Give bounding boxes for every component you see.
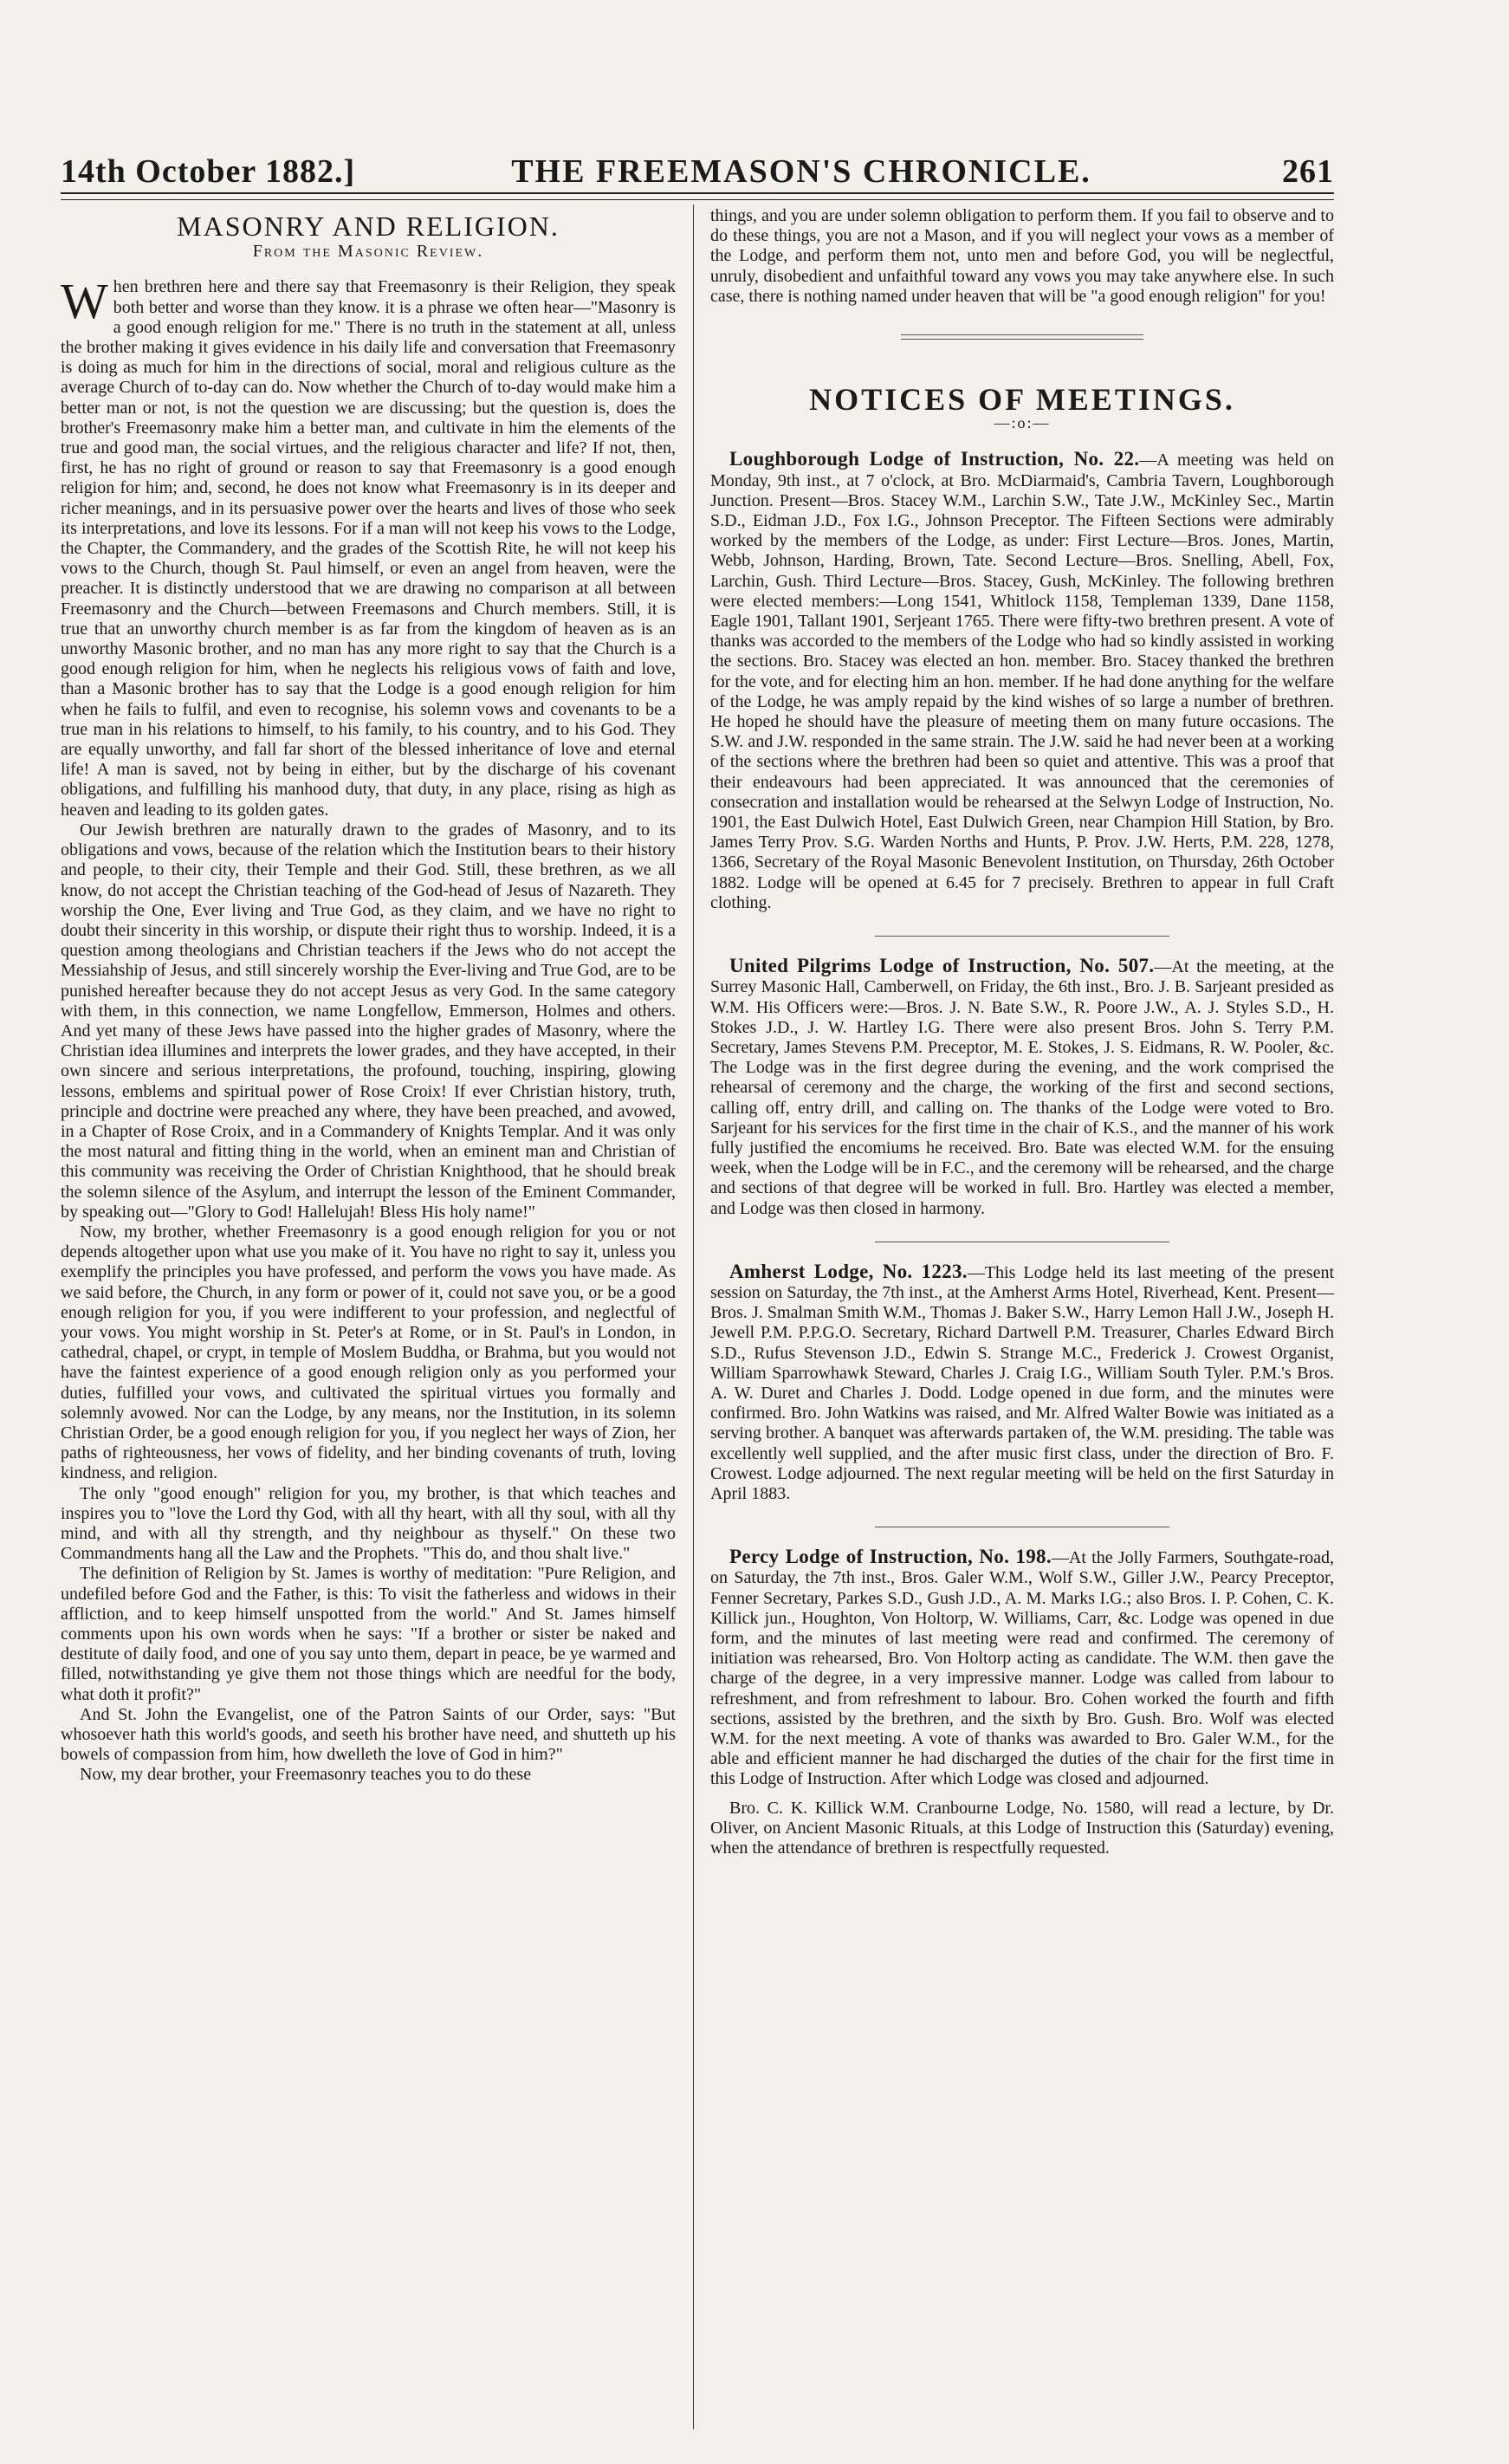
notice-heading: Amherst Lodge, No. 1223. <box>729 1260 968 1282</box>
article-paragraph: Our Jewish brethren are naturally drawn to the grades of Masonry, and to its obligations and vows, because of the relation which the Institution bears to their history and people, to their city, their Temple and their God. Still, these brethren, as we all know, do not accept the Christian teaching of the God-head of Jesus of Nazareth. They worship the One, Ever living and True God, as they claim, and we have no right to doubt their sincerity in this worship, or dispute their right thus to worship. Indeed, it is a question among theologians and Christian teachers if the Jews who do not accept the Messiahship of Jesus, and still sincerely worship the Ever-living and True God, are to be punished hereafter because they do not accept Jesus as very God. In the same category with them, in this connection, we name Longfellow, Emmerson, Holmes and others. And yet many of these Jews have passed into the higher grades of Masonry, where the Christian idea illumines and interprets the lower grades, and they have accepted, in their own sincere and serious interpretations, the profound, touching, inspiring, glowing lessons, emblems and spiritual power of Rose Croix! If ever Christian history, truth, principle and doctrine were preached any where, they have been preached, and avowed, in a Chapter of Rose Croix, and in a Commandery of Knights Templar. And it was only the most natural and fitting thing in the world, when an eminent man and Christian of this community was receiving the Order of Christian Knighthood, that he should break the solemn silence of the Asylum, and interrupt the lesson of the Eminent Commander, by speaking out—"Glory to God! Hallelujah! Bless His holy name!" <box>61 820 676 1222</box>
notice-item <box>710 1546 1334 1789</box>
article-paragraph: Now, my brother, whether Freemasonry is a good enough religion for you or not depends altogether upon what use you make of it. You have no right to say it, unless you exemplify the principles you have professed, and perform the vows you have made. As we said before, the Church, in any form or power of it, could not save you, or be a good enough religion for you, if you were indifferent to your profession, and neglectful of your vows. You might worship in St. Peter's at Rome, or in St. Paul's in London, in cathedral, chapel, or crypt, in temple of Moslem Buddha, or Brahma, but you would not have the faintest experience of a good enough religion only as you performed your duties, fulfilled your vows, and cultivated the spiritual virtues you formally and solemnly avowed. Nor can the Lodge, by any means, nor the Institution, in its solemn Christian Order, be a good enough religion for you, if you neglect her ways of Zion, her paths of righteousness, her vows of fidelity, and her binding covenants of truth, loving kindness, and religion. <box>61 1222 676 1483</box>
page-number: 261 <box>1282 153 1334 190</box>
notice-heading: Loughborough Lodge of Instruction, No. 22. <box>729 448 1140 470</box>
notice-text: —This Lodge held its last meeting of the present session on Saturday, the 7th inst., at the Amherst Arms Hotel, Riverhead, Kent. Present—Bros. J. Smalman Smith W.M., Thomas J. Baker S.W., Harry Lemon Hall J.W., Joseph H. Jewell P.M. P.P.G.O. Secretary, Richard Dartwell P.M. Treasurer, Charles Edward Birch S.D., Rufus Stevenson J.D., Edwin S. Strange M.C., Frederick J. Crowest Organist, William Sparrowhawk Steward, Charles J. Craig I.G., William South Tyler. P.M.'s Bros. A. W. Duret and Charles J. Dodd. Lodge opened in due form, and the minutes were confirmed. Bro. John Watkins was raised, and Mr. Alfred Walter Bowie was initiated as a serving brother. A banquet was afterwards partaken of, the W.M. presiding. The table was excellently well supplied, and the after music first class, under the direction of Bro. F. Crowest. Lodge adjourned. The next regular meeting will be held on the first Saturday in April 1883. <box>710 1262 1334 1503</box>
publication-title: THE FREEMASON'S CHRONICLE. <box>511 153 1091 190</box>
article-title: MASONRY AND RELIGION. <box>177 211 560 242</box>
notice-heading: Percy Lodge of Instruction, No. 198. <box>729 1546 1052 1568</box>
ornament: —:o:— <box>994 414 1051 432</box>
article-paragraph: When brethren here and there say that Freemasonry is their Religion, they speak both better and worse than they know. it is a phrase we often hear—"Masonry is a good enough religion for me." There is no truth in the statement at all, unless the brother making it gives evidence in his daily life and conversation that Freemasonry is doing as much for him in the directions of social, moral and religious culture as the average Church of to-day can do. Now whether the Church of to-day would make him a better man or not, is not the question we are discussing; but the question is, does the brother's Freemasonry make him a better man, and cultivate in him the elements of the true and good man, the social virtues, and the religious character and life? If not, then, first, he has no right of ground or reason to say that Freemasonry is a good enough religion for him; and, second, he does not know what Freemasonry is in its deeper and richer meanings, and in its persuasive power over the hearts and lives of those who seek its interpretations, and love its lessons. For if a man will not keep his vows to the Lodge, the Chapter, the Commandery, and the grades of the Scottish Rite, he will not keep his vows to the Church, though St. Paul himself, or even an angel from heaven, were the preacher. It is distinctly understood that we are drawing no comparison at all between Freemasonry and the Church—between Freemasons and Church members. Still, it is true that an unworthy church member is as far from the kingdom of heaven as is an unworthy Masonic brother, and no man has any more right to say that the Church is a good enough religion for him, when he neglects his religious vows of faith and love, than a Masonic brother has to say that the Lodge is a good enough religion for him when he fails to fulfil, and even to recognise, his solemn vows and covenants to be a true man in his relations to himself, to his family, to his country, and to his God. They are equally unworthy, and fall far short of the blessed inheritance of love and eternal life! A man is saved, not by being in either, but by the discharge of his covenant obligations, and fulfilling his manhood duty, that duty, in any place, rising as high as heaven and leading to its golden gates. <box>61 273 676 820</box>
notice-text: —A meeting was held on Monday, 9th inst., at 7 o'clock, at Bro. McDiarmaid's, Cambria Tavern, Loughborough Junction. Present—Bros. Stacey W.M., Larchin S.W., Tate J.W., McKinley Sec., Martin S.D., Eidman J.D., Fox I.G., Johnson Preceptor. The Fifteen Sections were admirably worked by the members of the Lodge, as under: First Lecture—Bros. Jones, Martin, Webb, Johnson, Harding, Brown, Tate. Second Lecture—Bros. Snelling, Abell, Fox, Larchin, Gush. Third Lecture—Bros. Stacey, Gush, McKinley. The following brethren were elected members:—Long 1541, Whitlock 1158, Templeman 1339, Dane 1158, Eagle 1901, Tallant 1901, Serjeant 1765. There were fifty-two brethren present. A vote of thanks was accorded to the members of the Lodge who had so kindly assisted in working the sections. Bro. Stacey was elected an hon. member. Bro. Stacey thanked the brethren for the vote, and for electing him an hon. member. If he had done anything for the welfare of the Lodge, he was amply repaid by the kind wishes of so large a number of brethren. He hoped he should have the pleasure of meeting them on many future occasions. The S.W. and J.W. responded in the same strain. The J.W. said he had never been at a working of the sections where the brethren had been so quiet and attentive. This was a proof that their endeavours had been appreciated. It was announced that the ceremonies of consecration and installation would be rehearsed at the Selwyn Lodge of Instruction, No. 1901, the East Dulwich Hotel, East Dulwich Green, near Champion Hill Station, by Bro. James Terry Prov. S.G. Warden Norths and Hunts, P. Prov. J.W. Herts, P.M. 228, 1278, 1366, Secretary of the Royal Masonic Benevolent Institution, on Thursday, 26th October 1882. Lodge will be opened at 6.45 for 7 precisely. Brethren to appear in full Craft clothing. <box>710 451 1334 912</box>
notice-item <box>710 1261 1334 1504</box>
column-divider <box>693 204 694 2429</box>
article-continuation: things, and you are under solemn obligation to perform them. If you fail to observe and to do these things, you are not a Mason, and if you will neglect your vows as a member of the Lodge, and perform them not, unto men and before God, you will be neglectful, unruly, disobedient and unfaithful toward any vows you may take anywhere else. In such case, there is nothing named under heaven that will be "a good enough religion" for you! <box>710 206 1334 306</box>
issue-date: 14th October 1882.] <box>61 153 356 190</box>
closing-note: Bro. C. K. Killick W.M. Cranbourne Lodge, No. 1580, will read a lecture, by Dr. Oliver, on Ancient Masonic Rituals, at this Lodge of Instruction this (Saturday) evening, when the attendance of brethren is respectfully requested. <box>710 1798 1334 1858</box>
article-paragraph: And St. John the Evangelist, one of the Patron Saints of our Order, says: "But whosoever hath this world's goods, and seeth his brother have need, and shutteth up his bowels of compassion from him, how dwelleth the love of God in him?" <box>61 1704 676 1765</box>
article-paragraph: The definition of Religion by St. James is worthy of meditation: "Pure Religion, and undefiled before God and the Father, is this: To visit the fatherless and widows in their affliction, and to keep himself unspotted from the world." And St. James himself comments upon his own words when he says: "If a brother or sister be naked and destitute of daily food, and one of you say unto them, depart in peace, be ye warmed and filled, notwithstanding ye give them not those things which are needful for the body, what doth it profit?" <box>61 1564 676 1704</box>
right-column <box>710 206 1334 2429</box>
left-column <box>61 206 676 2429</box>
section-rule <box>901 334 1143 340</box>
notices-title: NOTICES OF MEETINGS. <box>809 382 1235 418</box>
notice-item <box>710 956 1334 1219</box>
article-paragraph: Now, my dear brother, your Freemasonry teaches you to do these <box>80 1765 532 1785</box>
header-rule <box>61 192 1334 200</box>
notice-item <box>710 449 1334 913</box>
notice-text: —At the meeting, at the Surrey Masonic Hall, Camberwell, on Friday, the 6th inst., Bro. J. B. Sarjeant presided as W.M. His Officers were:—Bros. J. N. Bate S.W., R. Poore J.W., A. J. Styles S.D., H. Stokes J.D., J. W. Hartley I.G. There were also present Bros. John S. Terry P.M. Secretary, James Stevens P.M. Preceptor, M. E. Stokes, J. S. Eidmans, R. W. Pooler, &c. The Lodge was in the first degree during the evening, and the work comprised the rehearsal of ceremony and the charge, the working of the first and second sections, calling off, entry drill, and calling on. The thanks of the Lodge were voted to Bro. Sarjeant for his services for the first time in the chair of K.S., and the manner of his work fully justified the encomiums he received. Bro. Bate was elected W.M. for the ensuing week, when the Lodge will be in F.C., and the ceremony will be rehearsed, and the charge and sections of that degree will be worked in full. Bro. Hartley was elected a member, and Lodge was then closed in harmony. <box>710 957 1334 1218</box>
notice-heading: United Pilgrims Lodge of Instruction, No. 507. <box>729 955 1155 977</box>
notice-text: —At the Jolly Farmers, Southgate-road, on Saturday, the 7th inst., Bros. Galer W.M., Wolf S.W., Giller J.W., Pearcy Preceptor, Fenner Secretary, Parkes S.D., Gush J.D., A. M. Marks I.G.; also Bros. I. P. Cohen, C. K. Killick jun., Houghton, Von Holtorp, W. Williams, Carr, &c. Lodge was opened in due form, and the minutes of last meeting were read and confirmed. The ceremony of initiation was rehearsed, Bro. Von Holtorp acting as candidate. The W.M. then gave the charge of the degree, in a very impressive manner. Lodge was called from labour to refreshment, and from refreshment to labour. Bro. Cohen worked the fourth and fifth sections, assisted by the brethren, and the sixth by Bro. Gush. Bro. Wolf was elected W.M. for the next meeting. A vote of thanks was awarded to Bro. Galer W.M., for the able and efficient manner he had discharged the duties of the chair for the first time in this Lodge of Instruction. After which Lodge was closed and adjourned. <box>710 1548 1334 1789</box>
notice-separator <box>875 936 1169 937</box>
article-paragraph: The only "good enough" religion for you, my brother, is that which teaches and inspires you to "love the Lord thy God, with all thy heart, with all thy soul, with all thy mind, and with all thy strength, and thy neighbour as thyself." On these two Commandments hang all the Law and the Prophets. "This do, and thou shalt live." <box>61 1483 676 1564</box>
article-subtitle: From the Masonic Review. <box>252 242 484 262</box>
masthead <box>61 121 1334 191</box>
